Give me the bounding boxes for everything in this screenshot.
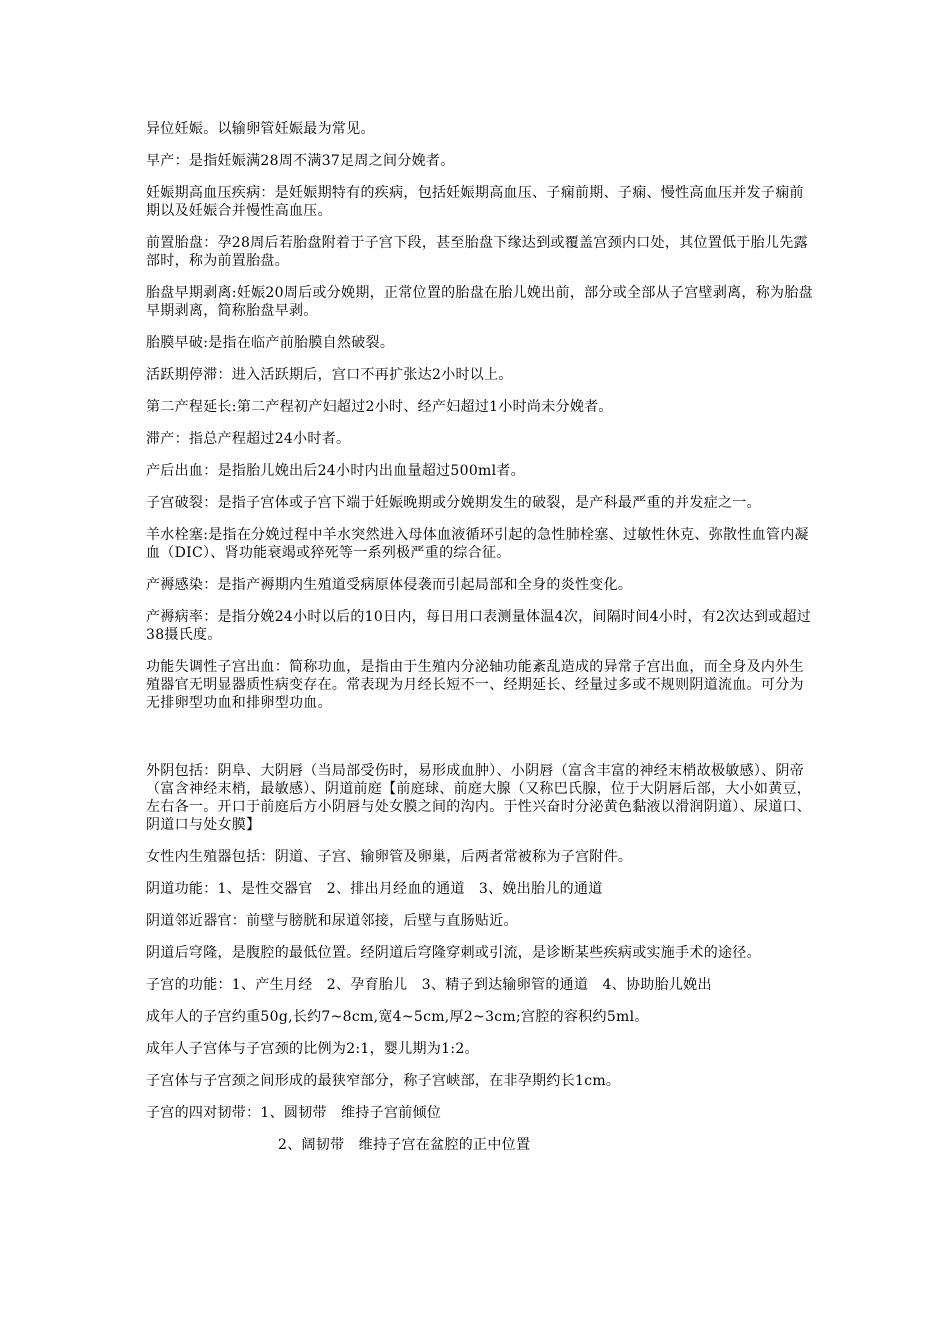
paragraph: 产褥感染：是指产褥期内生殖道受病原体侵袭而引起局部和全身的炎性变化。 (146, 577, 633, 593)
paragraph: 产后出血：是指胎儿娩出后24小时内出血量超过500ml者。 (146, 463, 525, 479)
paragraph: 滞产：指总产程超过24小时者。 (146, 431, 351, 447)
section-spacer (146, 726, 814, 762)
document-page (146, 120, 814, 1168)
paragraph: 阴道后穹隆，是腹腔的最低位置。经阴道后穹隆穿刺或引流，是诊断某些疾病或实施手术的途径。 (146, 945, 761, 961)
paragraph: 阴道功能：1、是性交器官 2、排出月经血的通道 3、娩出胎儿的通道 (146, 881, 603, 897)
paragraph: 成年人的子宫约重50g,长约7~8cm,宽4~5cm,厚2~3cm;宫腔的容积约5ml。 (146, 1009, 649, 1025)
paragraph: 阴道邻近器官：前壁与膀胱和尿道邻接，后壁与直肠贴近。 (146, 913, 518, 929)
paragraph: 成年人子宫体与子宫颈的比例为2:1，婴儿期为1:2。 (146, 1041, 479, 1057)
indented-paragraph: 2、阔韧带 维持子宫在盆腔的正中位置 (278, 1137, 531, 1153)
paragraph: 外阴包括：阴阜、大阴唇（当局部受伤时，易形成血肿）、小阴唇（富含丰富的神经末梢故极敏感）、阴帝（富含神经末梢，最敏感）、阴道前庭【前庭球、前庭大腺（又称巴氏腺，位于大阴唇后部，大小如黄豆，左右各一。开口于前庭后方小阴唇与处女膜之间的沟内。于性兴奋时分泌黄色黏液以滑润阴道）、尿道口、阴道口与处女膜】 (146, 763, 812, 833)
paragraph: 产褥病率：是指分娩24小时以后的10日内，每日用口表测量体温4次，间隔时间4小时，有2次达到或超过38摄氏度。 (146, 609, 812, 643)
paragraph: 第二产程延长:第二产程初产妇超过2小时、经产妇超过1小时尚未分娩者。 (146, 399, 613, 415)
paragraph: 胎盘早期剥离:妊娠20周后或分娩期，正常位置的胎盘在胎儿娩出前，部分或全部从子宫壁剥离，称为胎盘早期剥离，简称胎盘早剥。 (146, 285, 813, 319)
paragraph: 早产：是指妊娠满28周不满37足周之间分娩者。 (146, 153, 455, 169)
anatomy-section (146, 762, 814, 1154)
paragraph: 功能失调性子宫出血：简称功血，是指由于生殖内分泌轴功能紊乱造成的异常子宫出血，而全身及内外生殖器官无明显器质性病变存在。常表现为月经长短不一、经期延长、经量过多或不规则阴道流血。可分为无排卵型功血和排卵型功血。 (146, 659, 804, 711)
paragraph: 异位妊娠。以输卵管妊娠最为常见。 (146, 121, 375, 137)
paragraph: 子宫体与子宫颈之间形成的最狭窄部分，称子宫峡部，在非孕期约长1cm。 (146, 1073, 621, 1089)
paragraph: 前置胎盘：孕28周后若胎盘附着于子宫下段，甚至胎盘下缘达到或覆盖宫颈内口处，其位置低于胎儿先露部时，称为前置胎盘。 (146, 235, 808, 269)
paragraph: 女性内生殖器包括：阴道、子宫、输卵管及卵巢，后两者常被称为子宫附件。 (146, 849, 633, 865)
paragraph: 羊水栓塞:是指在分娩过程中羊水突然进入母体血液循环引起的急性肺栓塞、过敏性休克、弥散性血管内凝血（DIC）、肾功能衰竭或猝死等一系列极严重的综合征。 (146, 527, 809, 561)
paragraph: 活跃期停滞：进入活跃期后，宫口不再扩张达2小时以上。 (146, 367, 513, 383)
paragraph: 子宫的功能：1、产生月经 2、孕育胎儿 3、精子到达输卵管的通道 4、协助胎儿娩出 (146, 977, 712, 993)
paragraph: 子宫破裂：是指子宫体或子宫下端于妊娠晚期或分娩期发生的破裂，是产科最严重的并发症之一。 (146, 495, 761, 511)
paragraph: 胎膜早破:是指在临产前胎膜自然破裂。 (146, 335, 395, 351)
paragraph: 妊娠期高血压疾病：是妊娠期特有的疾病，包括妊娠期高血压、子痫前期、子痫、慢性高血压并发子痫前期以及妊娠合并慢性高血压。 (146, 185, 804, 219)
glossary-section (146, 120, 814, 712)
paragraph: 子宫的四对韧带：1、圆韧带 维持子宫前倾位 (146, 1105, 442, 1121)
